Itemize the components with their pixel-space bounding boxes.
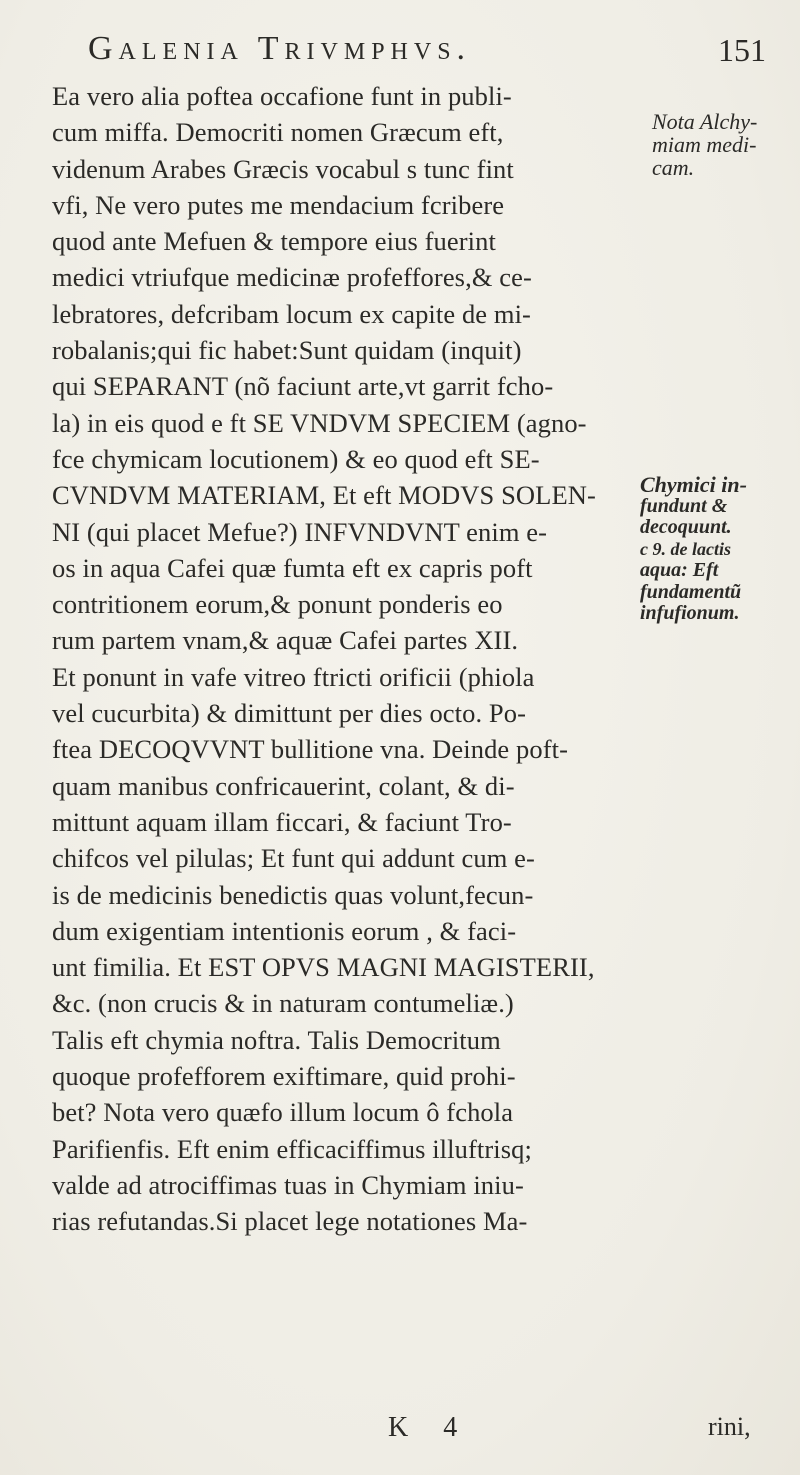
running-head-title: Galenia Trivmphvs.	[88, 30, 472, 67]
marginal-note-line: decoquunt.	[640, 516, 732, 538]
marginal-note-alchymia	[652, 110, 757, 179]
text-line: Parifienfis. Eft enim efficaciffimus illuftrisq;	[52, 1133, 532, 1164]
text-line: CVNDVM MATERIAM, Et eft MODVS SOLEN-	[52, 480, 596, 511]
page-number: 151	[718, 32, 766, 68]
text-line: vel cucurbita) & dimittunt per dies octo. Po-	[52, 698, 527, 729]
text-line: quam manibus confricauerint, colant, & di-	[52, 770, 515, 801]
text-line: &c. (non crucis & in naturam contumeliæ.)	[52, 988, 514, 1019]
text-line: cum miffa. Democriti nomen Græcum eft,	[52, 117, 504, 148]
text-line: bet? Nota vero quæfo illum locum ô fchola	[52, 1097, 514, 1128]
marginal-note-chymici	[640, 474, 747, 625]
marginal-note-line: cam.	[652, 155, 695, 180]
text-line: NI (qui placet Mefue?) INFVNDVNT enim e-	[52, 516, 548, 547]
text-line: medici vtriufque medicinæ profeffores,& ce-	[52, 262, 532, 293]
marginal-note-line: c 9. de lactis	[640, 538, 731, 559]
marginal-note-line: aqua: Eft	[640, 559, 719, 581]
text-line: os in aqua Cafei quæ fumta eft ex capris poft	[52, 552, 533, 583]
text-line: is de medicinis benedictis quas volunt,fecun-	[52, 879, 534, 910]
catchword: rini,	[708, 1412, 751, 1441]
text-line: fce chymicam locutionem) & eo quod eft SE-	[52, 443, 540, 474]
text-line: ftea DECOQVVNT bullitione vna. Deinde poft-	[52, 734, 569, 765]
text-line: qui SEPARANT (nõ faciunt arte,vt garrit fcho-	[52, 371, 554, 402]
text-line: la) in eis quod e ft SE VNDVM SPECIEM (agno-	[52, 407, 587, 438]
text-line: quoque profefforem exiftimare, quid prohi-	[52, 1061, 516, 1092]
text-line: unt fimilia. Et EST OPVS MAGNI MAGISTERII,	[52, 952, 595, 983]
signature-mark: K 4	[388, 1412, 472, 1443]
text-line: mittunt aquam illam ficcari, & faciunt Tro-	[52, 806, 512, 837]
text-line: vfi, Ne vero putes me mendacium fcribere	[52, 189, 505, 220]
text-line: dum exigentiam intentionis eorum , & faci-	[52, 915, 517, 946]
text-line: videnum Arabes Græcis vocabul s tunc fint	[52, 153, 514, 184]
text-line: rias refutandas.Si placet lege notationes Ma-	[52, 1206, 528, 1237]
text-line: Ea vero alia poftea occafione funt in publi-	[52, 81, 512, 111]
body-text	[52, 78, 632, 1240]
text-line: Talis eft chymia noftra. Talis Democritum	[52, 1024, 501, 1055]
text-line: valde ad atrociffimas tuas in Chymiam iniu-	[52, 1169, 524, 1200]
text-line: chifcos vel pilulas; Et funt qui addunt cum e-	[52, 843, 535, 874]
text-line: contritionem eorum,& ponunt ponderis eo	[52, 589, 503, 620]
marginal-note-line: Chymici in-	[640, 472, 747, 497]
marginal-note-line: Nota Alchy-	[652, 109, 758, 134]
text-line: robalanis;qui fic habet:Sunt quidam (inquit)	[52, 335, 522, 366]
text-line: quod ante Mefuen & tempore eius fuerint	[52, 226, 496, 257]
marginal-note-line: fundunt &	[640, 494, 728, 517]
marginal-note-line: fundamentũ	[640, 580, 742, 603]
text-line: rum partem vnam,& aquæ Cafei partes XII.	[52, 625, 519, 656]
marginal-note-line: infufionum.	[640, 602, 740, 624]
marginal-note-line: miam medi-	[652, 132, 757, 157]
text-line: lebratores, defcribam locum ex capite de mi-	[52, 298, 531, 329]
text-line: Et ponunt in vafe vitreo ftricti orificii (phiola	[52, 661, 535, 692]
